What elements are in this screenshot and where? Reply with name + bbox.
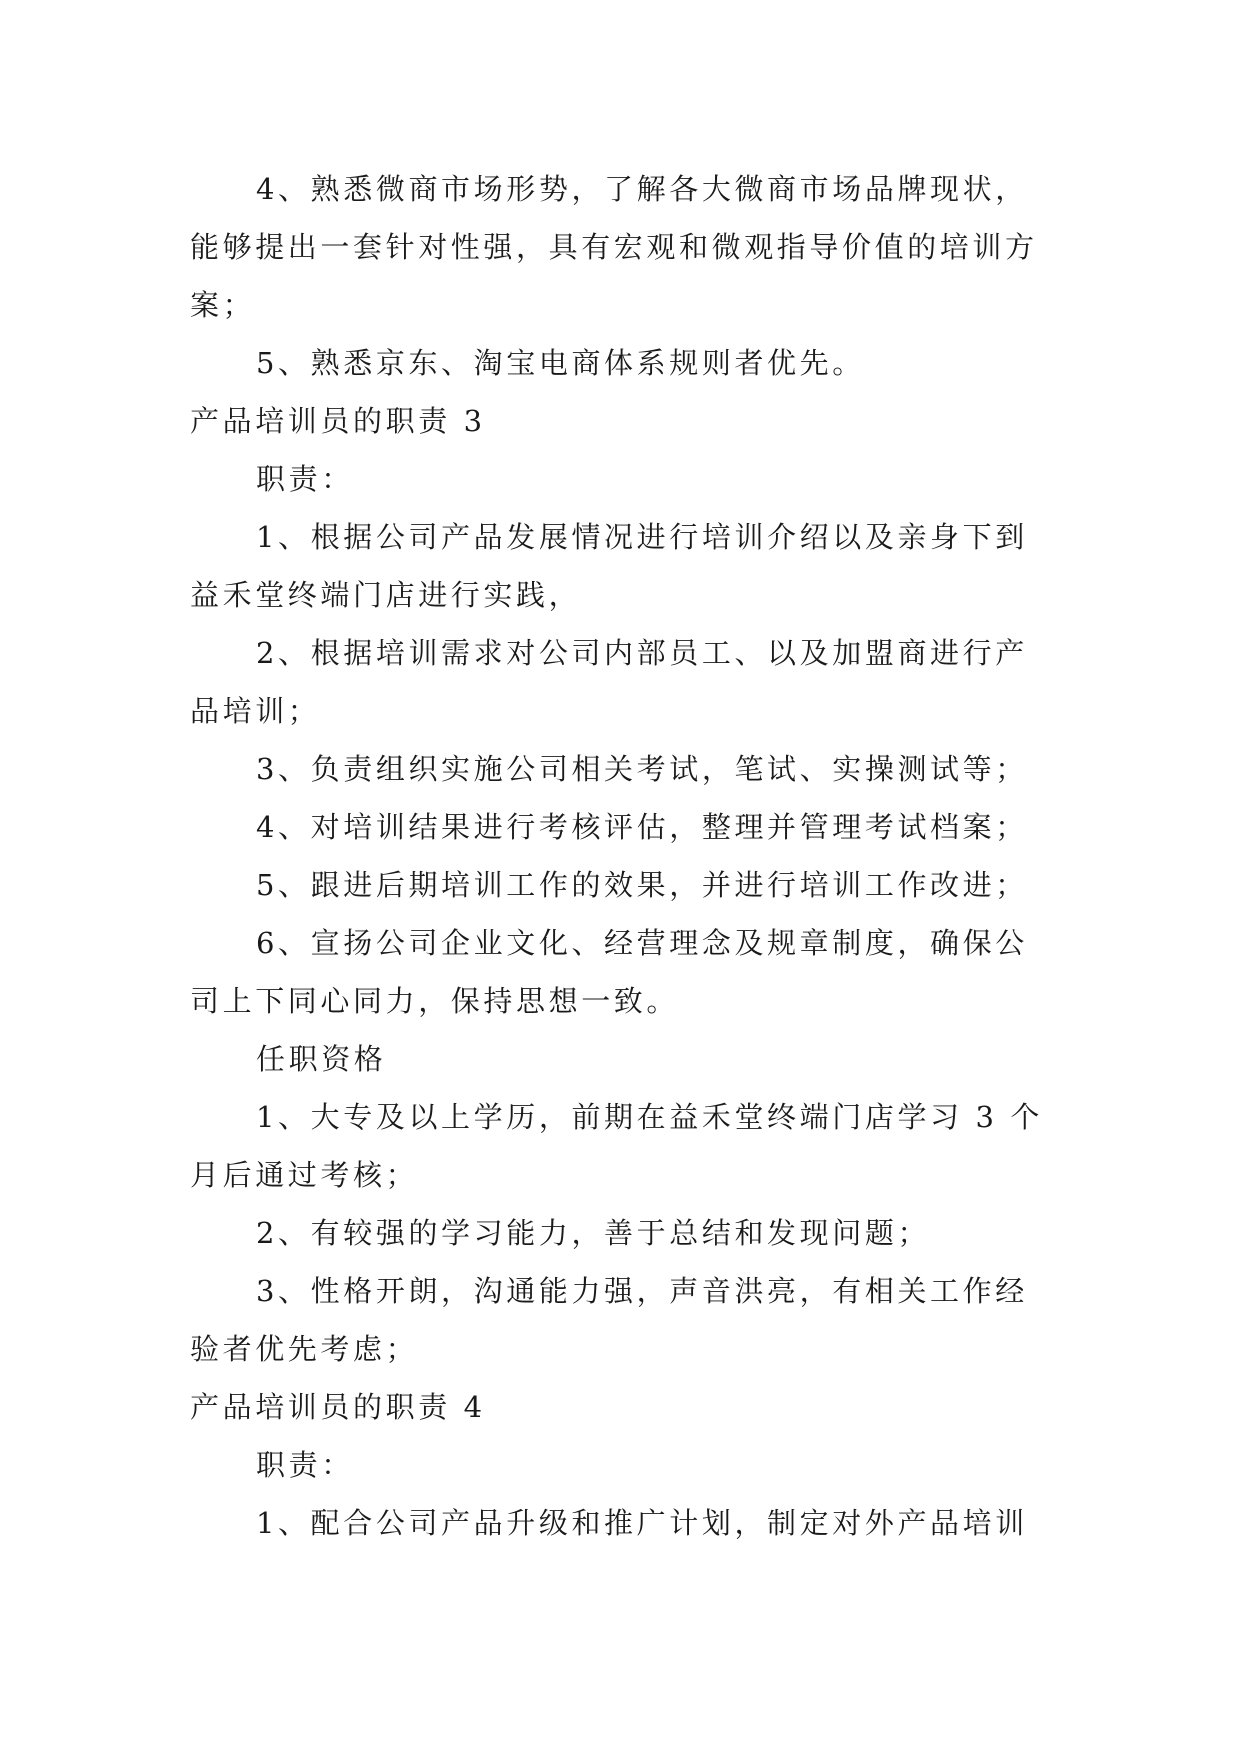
text-line: 3、负责组织实施公司相关考试，笔试、实操测试等；	[256, 752, 1028, 786]
text-line: 能够提出一套针对性强，具有宏观和微观指导价值的培训方	[190, 230, 1038, 264]
text-line: 4、对培训结果进行考核评估，整理并管理考试档案；	[256, 810, 1028, 844]
text-line: 月后通过考核；	[190, 1158, 419, 1192]
subheading: 职责：	[256, 1448, 354, 1482]
text-line: 1、根据公司产品发展情况进行培训介绍以及亲身下到	[256, 520, 1028, 554]
text-line: 2、根据培训需求对公司内部员工、以及加盟商进行产	[256, 636, 1028, 670]
document-body	[190, 160, 1052, 1552]
text-line: 司上下同心同力，保持思想一致。	[190, 984, 680, 1018]
text-line: 5、熟悉京东、淘宝电商体系规则者优先。	[256, 346, 865, 380]
subheading: 任职资格	[256, 1042, 387, 1076]
section-heading: 产品培训员的职责 3	[190, 404, 486, 438]
text-line: 益禾堂终端门店进行实践，	[190, 578, 582, 612]
text-line: 品培训；	[190, 694, 321, 728]
text-line: 6、宣扬公司企业文化、经营理念及规章制度，确保公	[256, 926, 1028, 960]
subheading: 职责：	[256, 462, 354, 496]
text-line: 案；	[190, 288, 256, 322]
text-line: 3、性格开朗，沟通能力强，声音洪亮，有相关工作经	[256, 1274, 1028, 1308]
text-line: 1、大专及以上学历，前期在益禾堂终端门店学习 3 个	[256, 1100, 1043, 1134]
text-line: 2、有较强的学习能力，善于总结和发现问题；	[256, 1216, 931, 1250]
text-line: 5、跟进后期培训工作的效果，并进行培训工作改进；	[256, 868, 1028, 902]
text-line: 4、熟悉微商市场形势，了解各大微商市场品牌现状，	[256, 172, 1028, 206]
text-line: 1、配合公司产品升级和推广计划，制定对外产品培训	[256, 1506, 1028, 1540]
text-line: 验者优先考虑；	[190, 1332, 419, 1366]
section-heading: 产品培训员的职责 4	[190, 1390, 486, 1424]
